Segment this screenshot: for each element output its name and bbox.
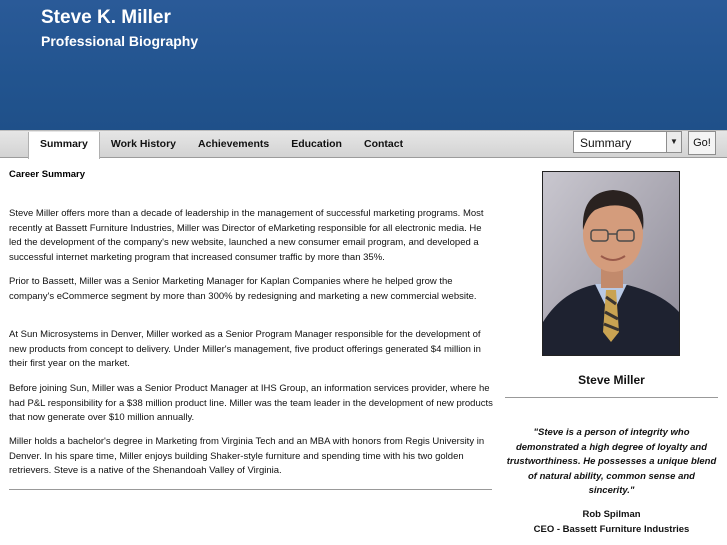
profile-name: Steve Miller — [578, 373, 645, 387]
testimonial-author: Rob Spilman — [582, 509, 641, 520]
paragraph: Steve Miller offers more than a decade of leadership in the management of successful marketing programs. Most recently at Bassett Furniture Industries, Miller was Director of eMarketing responsible for all electronic media. He led the development of the company's new website, launched a new consumer email program, and developed a successful internet marketing program that increased consumer traffic by more than 35%. — [9, 208, 484, 263]
tab-work-history[interactable]: Work History — [110, 138, 177, 150]
page-subtitle: Professional Biography — [41, 33, 199, 49]
section-select-value: Summary — [580, 136, 632, 150]
go-button[interactable]: Go! — [688, 131, 716, 155]
section-select[interactable] — [573, 131, 682, 153]
paragraph: Prior to Bassett, Miller was a Senior Marketing Manager for Kaplan Companies where he helped grow the company's eCommerce segment by more than 300% by redesigning and marketing a new commercial website. — [9, 276, 477, 302]
testimonial-author-title: CEO - Bassett Furniture Industries — [533, 524, 690, 535]
tab-education[interactable]: Education — [291, 138, 342, 150]
testimonial-quote: "Steve is a person of integrity who demonstrated a high degree of loyalty and trustworthiness. He possesses a unique blend of natural ability, common sense and sincerity." — [506, 427, 717, 496]
tab-list — [28, 132, 414, 158]
tab-summary[interactable]: Summary — [28, 132, 100, 159]
tab-achievements[interactable]: Achievements — [198, 138, 270, 150]
divider — [505, 397, 718, 398]
header-banner — [0, 0, 727, 130]
chevron-down-icon[interactable]: ▼ — [666, 132, 681, 152]
divider — [9, 489, 492, 490]
section-heading: Career Summary — [9, 169, 86, 180]
paragraph: Before joining Sun, Miller was a Senior Product Manager at IHS Group, an information services provider, where he had P&L responsibility for a $38 million product line. Miller was the team leader in the development of new products that now generate over $10 million annually. — [9, 383, 493, 423]
paragraph: Miller holds a bachelor's degree in Marketing from Virginia Tech and an MBA with honors from Regis University in Denver. In his spare time, Miller enjoys building Shaker-style furniture and spending time with his two golden retrievers. Steve is a native of the Shenandoah Valley of Virginia. — [9, 436, 485, 476]
paragraph: At Sun Microsystems in Denver, Miller worked as a Senior Program Manager responsible for the development of new products from concept to delivery. Under Miller's management, five product offerings generated $4 million in their first year on the market. — [9, 329, 481, 369]
portrait-photo — [542, 171, 680, 356]
tab-contact[interactable]: Contact — [363, 138, 404, 150]
page-title: Steve K. Miller — [41, 7, 171, 28]
